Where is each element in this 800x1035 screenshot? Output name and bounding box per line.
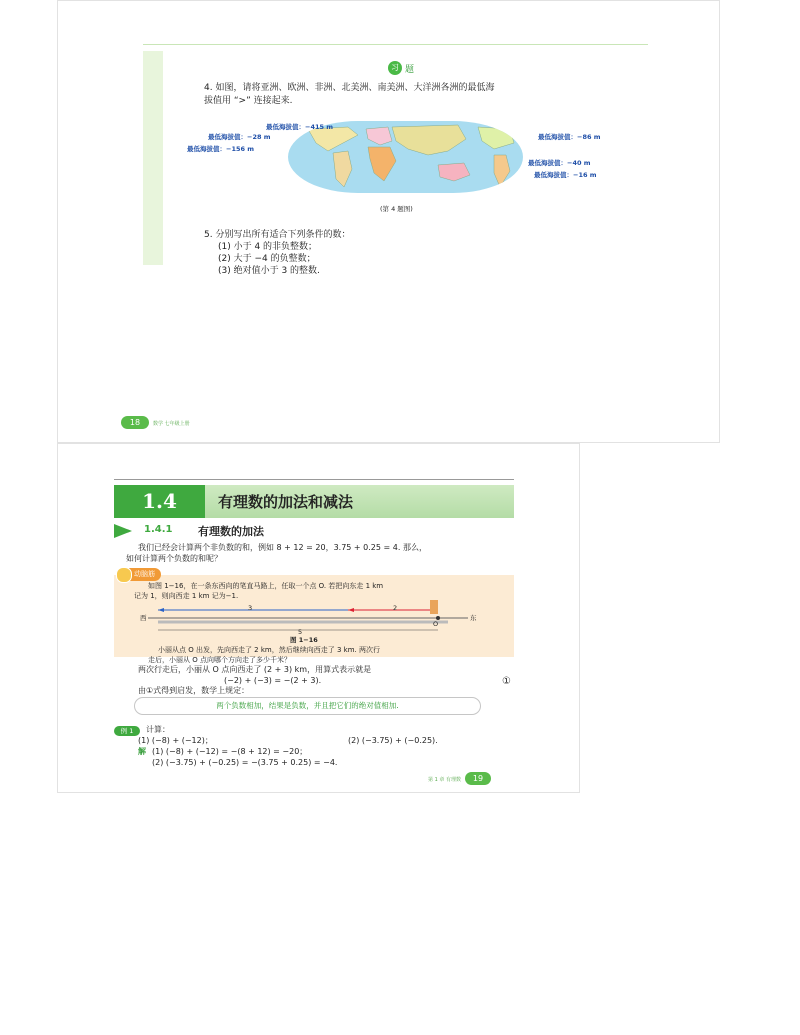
map-label-6: 最低海拔值：−16 m	[534, 171, 597, 179]
lightbulb-icon	[116, 567, 132, 583]
diagram-east-label: 东	[470, 614, 477, 622]
think-tag: 动脑筋	[118, 568, 161, 581]
section-number: 1.4	[114, 485, 205, 518]
diagram-segment-5: 5	[298, 628, 303, 636]
page-number: 19	[465, 772, 491, 785]
figure-caption: (第 4 题图)	[380, 205, 413, 213]
exercise-badge: 习	[388, 61, 402, 75]
road-diagram	[138, 600, 478, 636]
map-label-3: 最低海拔值：−156 m	[187, 145, 255, 153]
question-4-line-1: 4. 如图，请将亚洲、欧洲、非洲、北美洲、南美洲、大洋洲各洲的最低海	[204, 83, 495, 93]
think-line-1: 如图 1−16，在一条东西向的笔直马路上，任取一个点 O. 若把向东走 1 km	[148, 582, 384, 590]
story-line-2: 走后，小丽从 O 点向哪个方向走了多少千米？	[148, 656, 291, 664]
question-5-item-1: (1) 小于 4 的非负整数；	[218, 242, 318, 252]
diagram-caption: 图 1−16	[290, 636, 318, 644]
map-label-1: 最低海拔值：−415 m	[266, 123, 334, 131]
example-question-1: (1) (−8) + (−12)；	[138, 736, 213, 745]
subsection-arrow-icon	[114, 524, 132, 538]
page-footer	[428, 766, 491, 785]
question-4-line-2: 拔值用 “>” 连接起来.	[204, 96, 293, 106]
continents-drawing	[288, 121, 523, 193]
solution-2: (2) (−3.75) + (−0.25) = −(3.75 + 0.25) = −4.	[152, 758, 338, 767]
rule-box: 两个负数相加，结果是负数，并且把它们的绝对值相加.	[134, 697, 481, 715]
solution-1: (1) (−8) + (−12) = −(8 + 12) = −20；	[152, 747, 308, 756]
map-label-5: 最低海拔值：−40 m	[528, 159, 591, 167]
map-label-4: 最低海拔值：−86 m	[538, 133, 601, 141]
diagram-segment-2: 2	[393, 604, 398, 612]
diagram-segment-3: 3	[248, 604, 253, 612]
question-5-item-2: (2) 大于 −4 的负整数；	[218, 254, 316, 264]
section-title: 有理数的加法和减法	[218, 493, 354, 511]
subsection-title: 有理数的加法	[198, 525, 264, 538]
footer-text: 数学 七年级上册	[153, 421, 190, 427]
page-number: 18	[121, 416, 149, 429]
diagram-west-label: 西	[140, 614, 147, 622]
question-5-item-3: (3) 绝对值小于 3 的整数.	[218, 266, 320, 276]
header-rule	[143, 44, 648, 45]
footer-text: 第 1 章 有理数	[428, 777, 461, 783]
question-5-line: 5. 分别写出所有适合下列条件的数：	[204, 230, 351, 240]
subsection-number: 1.4.1	[144, 524, 173, 535]
exercise-title: 题	[405, 65, 415, 75]
world-map	[288, 121, 523, 193]
solution-tag: 解	[138, 747, 146, 756]
result-formula: (−2) + (−3) = −(2 + 3).	[224, 676, 322, 685]
textbook-page-18	[57, 0, 720, 443]
example-question-2: (2) (−3.75) + (−0.25).	[348, 736, 438, 745]
example-title: 计算：	[146, 725, 170, 734]
intro-line-1: 我们已经会计算两个非负数的和，例如 8 + 12 = 20，3.75 + 0.25 = 4. 那么，	[138, 543, 427, 552]
map-label-2: 最低海拔值：−28 m	[208, 133, 271, 141]
rule-intro: 由①式得到启发，数学上规定：	[138, 686, 250, 695]
story-line-1: 小丽从点 O 出发，先向西走了 2 km，然后继续向西走了 3 km. 两次行	[158, 646, 380, 654]
equation-marker: ①	[502, 676, 511, 687]
margin-band	[143, 51, 163, 265]
example-tag: 例 1	[114, 726, 140, 736]
intro-line-2: 如何计算两个负数的和呢？	[126, 554, 222, 563]
header-rule	[114, 479, 514, 480]
page-footer	[121, 410, 190, 429]
result-line-1: 两次行走后，小丽从 O 点向西走了 (2 + 3) km，用算式表示就是	[138, 665, 372, 674]
diagram-origin-label: O	[433, 620, 439, 628]
think-line-2: 记为 1，则向西走 1 km 记为−1.	[134, 592, 239, 600]
textbook-page-19	[57, 443, 580, 793]
